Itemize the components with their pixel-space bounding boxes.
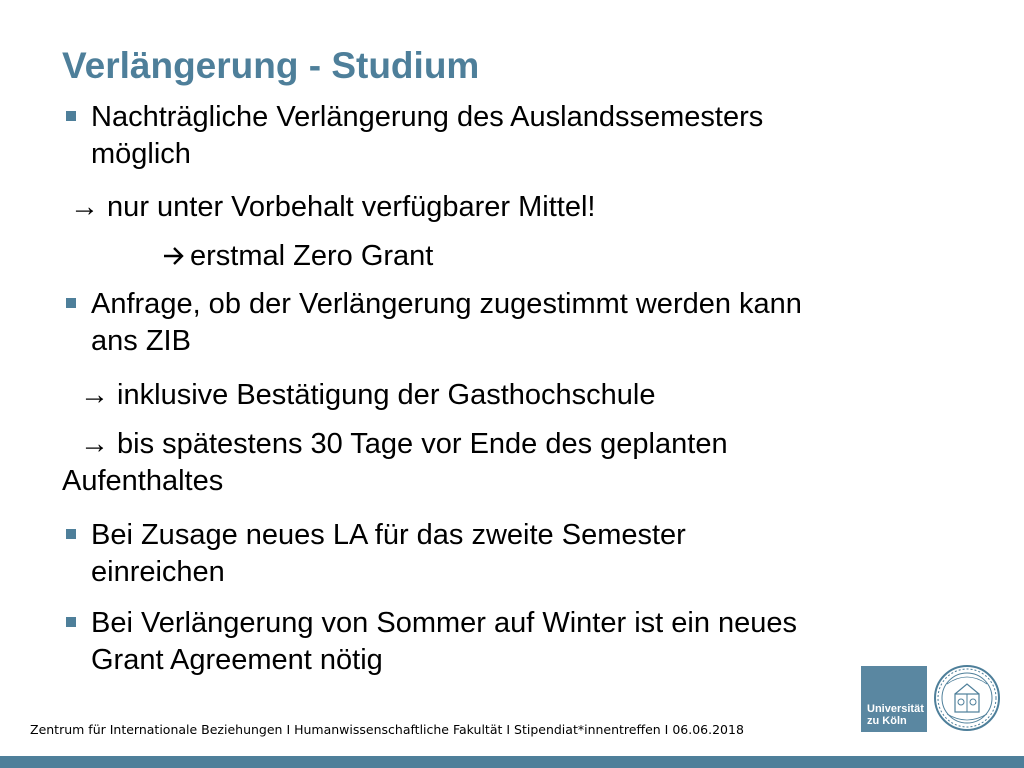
- note-zero-grant: erstmal Zero Grant: [190, 240, 434, 272]
- bullet-1-continuation: möglich: [91, 138, 191, 170]
- footer-bar: [0, 756, 1024, 768]
- slide-title: Verlängerung - Studium: [62, 45, 480, 86]
- logo-line-1: Universität: [867, 703, 924, 715]
- bullet-4-continuation: Grant Agreement nötig: [91, 644, 383, 676]
- bullet-icon: [66, 617, 76, 627]
- bullet-3-text: Bei Zusage neues LA für das zweite Semester: [91, 519, 686, 551]
- bullet-2-text: Anfrage, ob der Verlängerung zugestimmt werden kann: [91, 288, 802, 320]
- note-limited-funds: → nur unter Vorbehalt verfügbarer Mittel!: [70, 191, 596, 223]
- bullet-icon: [66, 298, 76, 308]
- note-deadline-continuation: Aufenthaltes: [62, 465, 224, 497]
- bullet-icon: [66, 529, 76, 539]
- note-host-confirmation: → inklusive Bestätigung der Gasthochschule: [80, 379, 656, 411]
- logo-text: [867, 703, 924, 727]
- footer-text: Zentrum für Internationale Beziehungen I Humanwissenschaftliche Fakultät I Stipendiat*innentreffen I 06.06.2018: [30, 722, 744, 737]
- university-seal-icon: [933, 664, 1001, 732]
- right-arrow-icon: [163, 245, 185, 267]
- bullet-1-text: Nachträgliche Verlängerung des Auslandssemesters: [91, 101, 764, 133]
- university-logo: [861, 666, 927, 732]
- bullet-2-continuation: ans ZIB: [91, 325, 191, 357]
- bullet-icon: [66, 111, 76, 121]
- bullet-3-continuation: einreichen: [91, 556, 225, 588]
- logo-line-2: zu Köln: [867, 715, 907, 727]
- bullet-4-text: Bei Verlängerung von Sommer auf Winter ist ein neues: [91, 607, 798, 639]
- note-deadline: → bis spätestens 30 Tage vor Ende des geplanten: [80, 428, 728, 460]
